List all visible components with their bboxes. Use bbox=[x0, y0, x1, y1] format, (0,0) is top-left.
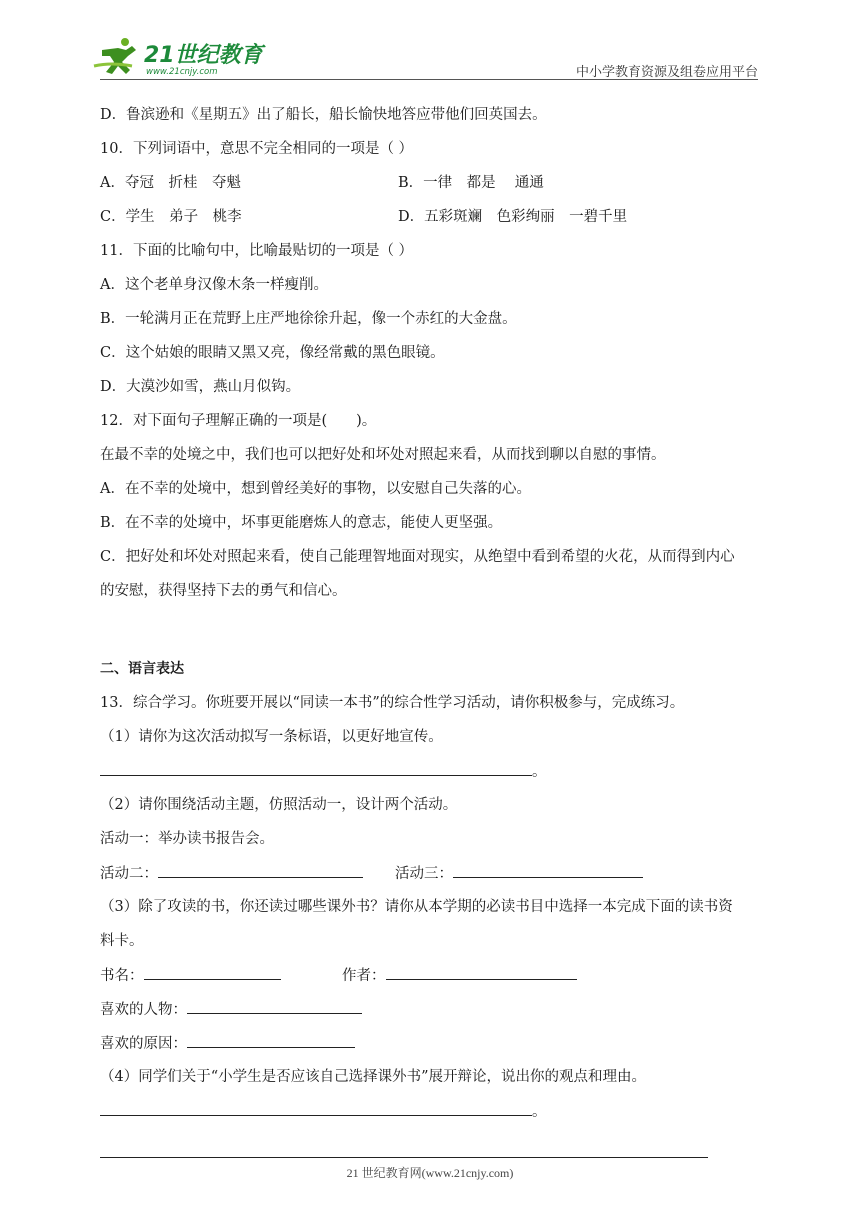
q12-option-c-line1: C．把好处和坏处对照起来看，使自己能理智地面对现实，从绝望中看到希望的火花，从而得到内心 bbox=[100, 549, 735, 565]
activity-two-blank[interactable] bbox=[158, 863, 363, 878]
q9-option-d: D．鲁滨逊和《星期五》出了船长，船长愉快地答应带他们回英国去。 bbox=[100, 107, 547, 123]
book-name-row bbox=[100, 965, 281, 986]
q13-stem: 13．综合学习。你班要开展以“同读一本书”的综合性学习活动，请你积极参与，完成练习。 bbox=[100, 695, 685, 711]
q13-part3-line1: （3）除了攻读的书，你还读过哪些课外书？请你从本学期的必读书目中选择一本完成下面的读书资 bbox=[100, 899, 733, 915]
slogan-blank[interactable] bbox=[100, 761, 532, 776]
footer-text: 21 世纪教育网(www.21cnjy.com) bbox=[346, 1166, 514, 1180]
q10-option-d: D．五彩斑斓 色彩绚丽 一碧千里 bbox=[398, 209, 628, 225]
debate-blank[interactable] bbox=[100, 1101, 532, 1116]
q10-stem: 10．下列词语中，意思不完全相同的一项是（ ） bbox=[100, 141, 414, 157]
debate-answer-line[interactable] bbox=[100, 1101, 547, 1122]
q12-sentence: 在最不幸的处境之中，我们也可以把好处和坏处对照起来看，从而找到聊以自慰的事情。 bbox=[100, 447, 666, 463]
logo bbox=[92, 36, 267, 80]
q13-part3-line2: 料卡。 bbox=[100, 933, 144, 949]
q11-option-d: D．大漠沙如雪，燕山月似钩。 bbox=[100, 379, 301, 395]
period: 。 bbox=[532, 1104, 547, 1120]
favorite-reason-label: 喜欢的原因： bbox=[100, 1036, 187, 1052]
author-row bbox=[342, 965, 577, 986]
book-name-blank[interactable] bbox=[144, 965, 281, 980]
favorite-reason-row bbox=[100, 1033, 355, 1054]
q12-option-c-line2: 的安慰，获得坚持下去的勇气和信心。 bbox=[100, 583, 347, 599]
q11-option-c: C．这个姑娘的眼睛又黑又亮，像经常戴的黑色眼镜。 bbox=[100, 345, 445, 361]
q11-option-b: B．一轮满月正在荒野上庄严地徐徐升起，像一个赤红的大金盘。 bbox=[100, 311, 517, 327]
footer-divider bbox=[100, 1157, 708, 1158]
activity-two-label: 活动二： bbox=[100, 866, 158, 882]
favorite-character-blank[interactable] bbox=[187, 999, 362, 1014]
activity-three-blank[interactable] bbox=[453, 863, 643, 878]
activity-one: 活动一：举办读书报告会。 bbox=[100, 831, 274, 847]
svg-text:www.21cnjy.com: www.21cnjy.com bbox=[146, 67, 218, 77]
q10-option-b: B．一律 都是 通通 bbox=[398, 175, 544, 191]
favorite-character-row bbox=[100, 999, 362, 1020]
q13-part1: （1）请你为这次活动拟写一条标语，以更好地宣传。 bbox=[100, 729, 443, 745]
header-divider bbox=[100, 79, 758, 80]
svg-text:21世纪教育: 21世纪教育 bbox=[144, 43, 263, 68]
activity-two-row bbox=[100, 863, 363, 884]
author-label: 作者： bbox=[342, 968, 386, 984]
favorite-character-label: 喜欢的人物： bbox=[100, 1002, 187, 1018]
q10-option-c: C．学生 弟子 桃李 bbox=[100, 209, 242, 225]
activity-three-label: 活动三： bbox=[395, 866, 453, 882]
q11-stem: 11．下面的比喻句中，比喻最贴切的一项是（ ） bbox=[100, 243, 414, 259]
slogan-answer-line[interactable] bbox=[100, 761, 547, 782]
favorite-reason-blank[interactable] bbox=[187, 1033, 355, 1048]
q11-option-a: A．这个老单身汉像木条一样瘦削。 bbox=[100, 277, 328, 293]
q12-stem: 12．对下面句子理解正确的一项是( )。 bbox=[100, 413, 377, 429]
author-blank[interactable] bbox=[386, 965, 577, 980]
activity-three-row bbox=[395, 863, 643, 884]
q12-option-a: A．在不幸的处境中，想到曾经美好的事物，以安慰自己失落的心。 bbox=[100, 481, 531, 497]
running-figure-icon bbox=[94, 38, 136, 74]
q13-part2: （2）请你围绕活动主题，仿照活动一，设计两个活动。 bbox=[100, 797, 458, 813]
platform-name: 中小学教育资源及组卷应用平台 bbox=[575, 65, 758, 80]
section-title: 二、语言表达 bbox=[100, 661, 184, 677]
period: 。 bbox=[532, 764, 547, 780]
q12-option-b: B．在不幸的处境中，坏事更能磨炼人的意志，能使人更坚强。 bbox=[100, 515, 503, 531]
book-name-label: 书名： bbox=[100, 968, 144, 984]
q13-part4: （4）同学们关于“小学生是否应该自己选择课外书”展开辩论，说出你的观点和理由。 bbox=[100, 1069, 647, 1085]
q10-option-a: A．夺冠 折桂 夺魁 bbox=[100, 175, 241, 191]
